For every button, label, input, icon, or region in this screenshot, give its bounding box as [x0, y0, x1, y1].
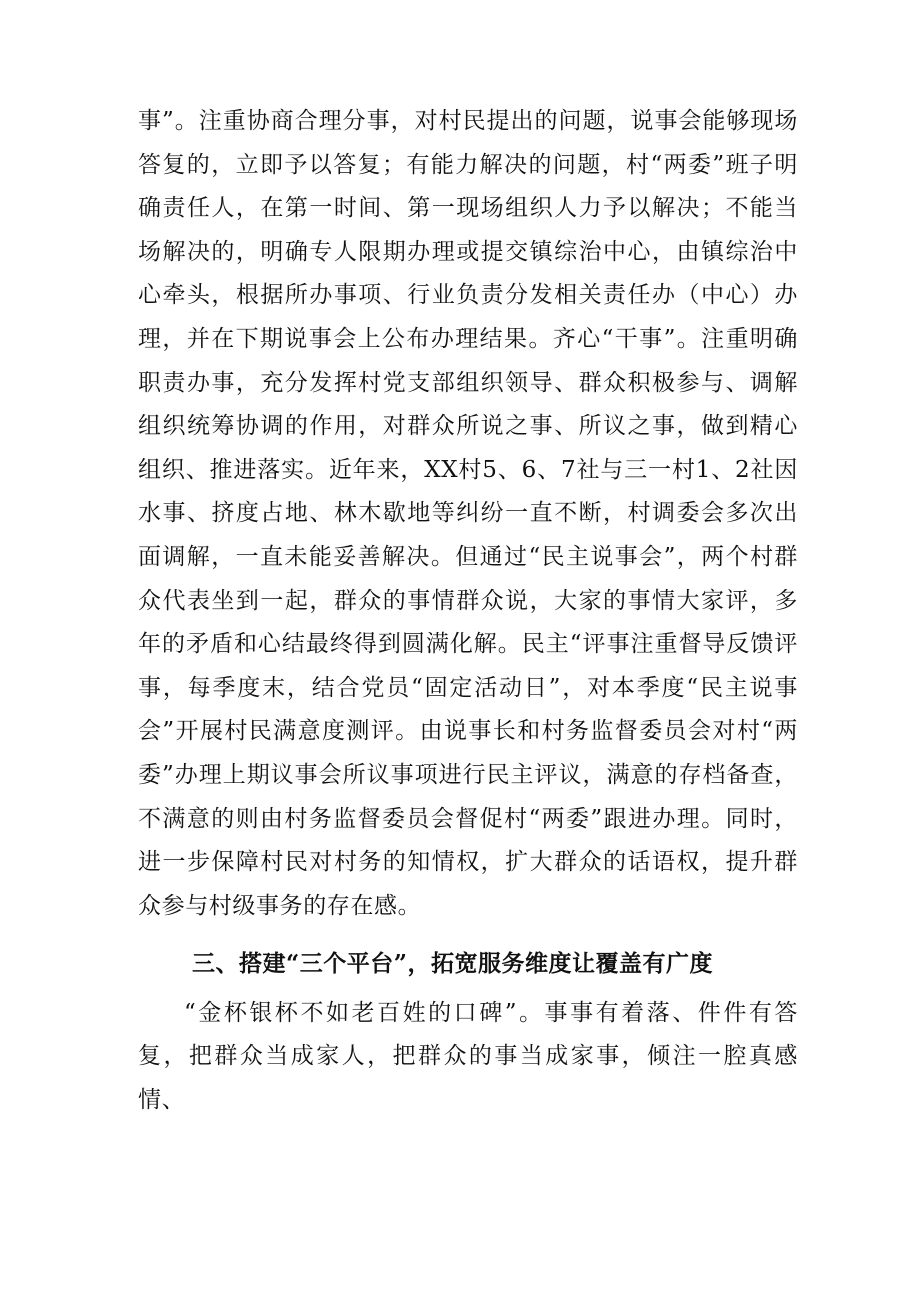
- section-heading: 三、搭建“三个平台”，拓宽服务维度让覆盖有广度: [192, 950, 713, 978]
- body-paragraph-1: 事”。注重协商合理分事，对村民提出的问题，说事会能够现场答复的，立即予以答复；有能力解决的问题，村“两委”班子明确责任人，在第一时间、第一现场组织人力予以解决；不能当场解决的，明确专人限期办理或提交镇综治中心，由镇综治中心牵头，根据所办事项、行业负责分发相关责任办（中心）办理，并在下期说事会上公布办理结果。齐心“干事”。注重明确职责办事，充分发挥村党支部组织领导、群众积极参与、调解组织统筹协调的作用，对群众所说之事、所议之事，做到精心组织、推进落实。近年来，XX村5、6、7社与三一村1、2社因水事、挤度占地、林木歇地等纠纷一直不断，村调委会多次出面调解，一直未能妥善解决。但通过“民主说事会”，两个村群众代表坐到一起，群众的事情群众说，大家的事情大家评，多年的矛盾和心结最终得到圆满化解。民主“评事注重督导反馈评事，每季度末，结合党员“固定活动日”，对本季度“民主说事会”开展村民满意度测评。由说事长和村务监督委员会对村“两委”办理上期议事会所议事项进行民主评议，满意的存档备查，不满意的则由村务监督委员会督促村“两委”跟进办理。同时，进一步保障村民对村务的知情权，扩大群众的话语权，提升群众参与村级事务的存在感。: [138, 108, 798, 919]
- body-paragraph-2: “金杯银杯不如老百姓的口碑”。事事有着落、件件有答复，把群众当成家人，把群众的事当成家事，倾注一腔真感情、: [138, 999, 798, 1114]
- document-page: [138, 100, 798, 1123]
